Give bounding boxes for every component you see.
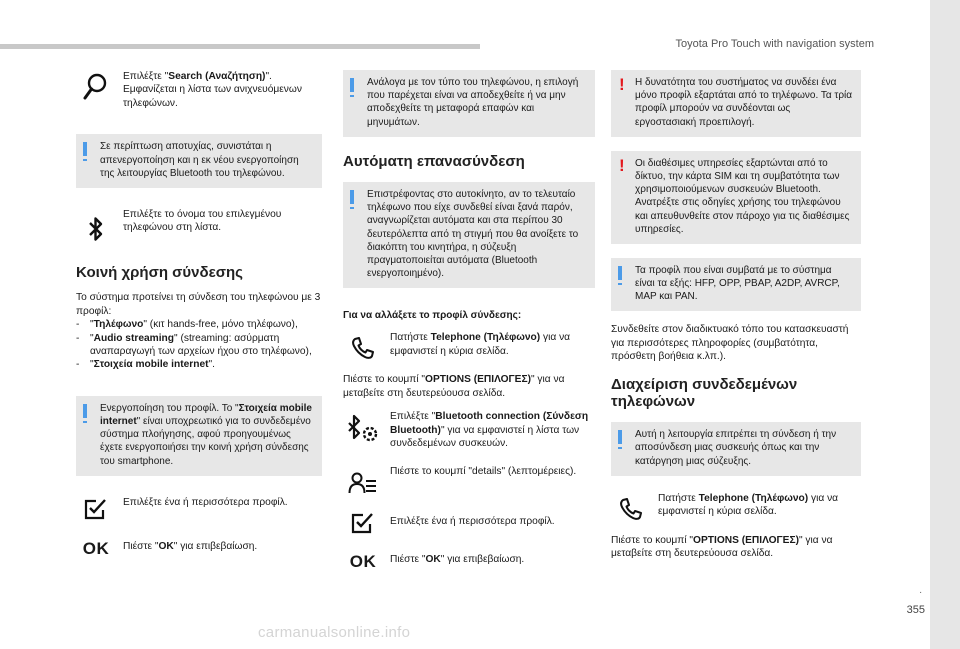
telephone-step-text: Πατήστε Telephone (Τηλέφωνο) για να εμφανιστεί η κύρια σελίδα. (390, 332, 571, 357)
heading-shared-connection: Κοινή χρήση σύνδεσης (76, 263, 243, 281)
ok-step-text: Πιέστε "OK" για επιβεβαίωση. (390, 553, 525, 565)
select-phone-text: Επιλέξτε το όνομα του επιλεγμένου τηλεφώνου στη λίστα. (123, 208, 282, 234)
note-compatible-profiles: Τα προφίλ που είναι συμβατά με το σύστημα είναι τα εξής: HFP, OPP, PBAP, A2DP, AVRCP, MAP και PAN. (611, 258, 861, 312)
column-1 (76, 66, 322, 564)
page-number: 355 (906, 604, 925, 616)
list-item: - "Audio streaming" (streaming: ασύρματη αναπαραγωγή των αρχείων ήχου στο τηλέφωνο), (76, 332, 312, 357)
telephone-step-text: Πατήστε Telephone (Τηλέφωνο) για να εμφανιστεί η κύρια σελίδα. (658, 492, 839, 518)
options-step-text: Πιέστε το κουμπί "OPTIONS (ΕΠΙΛΟΓΕΣ)" για να μεταβείτε στη δευτερεύουσα σελίδα. (611, 534, 833, 560)
note-contacts-transfer: Ανάλογα με τον τύπο του τηλεφώνου, η επιλογή που παρέχεται είναι να αποδεχθείτε ή να μην αποδεχθείτε τη μεταφορά επαφών και μηνυμάτων. (343, 70, 595, 137)
warning-single-profile: ! Η δυνατότητα του συστήματος να συνδέει ένα μόνο προφίλ εξαρτάται από το τηλέφωνο. Τα τρία προφίλ μπορούν να συνδέονται ως εργοστασιακή προεπιλογή. (611, 70, 861, 137)
info-icon (618, 266, 622, 280)
search-step (76, 70, 322, 110)
info-icon (83, 142, 87, 156)
heading-manage-phones: Διαχείριση συνδεδεμένων τηλεφώνων (611, 375, 798, 411)
side-strip (930, 0, 960, 649)
info-icon (618, 430, 622, 444)
select-phone-step (76, 208, 322, 252)
ok-step-text: Πιέστε "OK" για επιβεβαίωση. (123, 540, 258, 552)
telephone-step (611, 492, 861, 522)
checkbox-icon (343, 508, 383, 538)
heading-auto-reconnect: Αυτόματη επανασύνδεση (343, 152, 525, 170)
bt-connection-step (343, 410, 595, 450)
warning-icon: ! (619, 75, 625, 94)
details-step-text: Πιέστε το κουμπί "details" (λεπτομέρειες). (390, 465, 577, 477)
ok-step (76, 534, 322, 564)
details-icon (343, 469, 383, 499)
header-rule (0, 44, 480, 49)
column-3 (611, 66, 861, 561)
page-header-title: Toyota Pro Touch with navigation system (675, 38, 874, 50)
bluetooth-icon (76, 214, 116, 244)
select-profiles-text: Επιλέξτε ένα ή περισσότερα προφίλ. (123, 496, 288, 508)
list-item: - "Τηλέφωνο" (κιτ hands-free, μόνο τηλέφωνο), (76, 319, 298, 331)
telephone-step (343, 331, 595, 361)
info-icon (83, 404, 87, 418)
ok-icon: OK (349, 551, 377, 571)
note-profile-activation: Ενεργοποίηση του προφίλ. Το "Στοιχεία mobile internet" είναι υποχρεωτικό για το συνδεδεμένο σύστημα πλοήγησης, αφού προηγουμένως έχετε ενεργοποιήσει την κοινή χρήση σύνδεσης του smartphone. (76, 396, 322, 476)
phone-handset-icon (343, 333, 383, 363)
bt-connection-text: Επιλέξτε "Bluetooth connection (Σύνδεση Bluetooth)" για να εμφανιστεί η λίστα των συνδεδεμένων συσκευών. (390, 411, 589, 450)
note-manage-phones: Αυτή η λειτουργία επιτρέπει τη σύνδεση ή την αποσύνδεση μιας συσκευής όπως και την κατάργηση μιας σύζευξης. (611, 422, 861, 476)
options-step-text: Πιέστε το κουμπί "OPTIONS (ΕΠΙΛΟΓΕΣ)" για να μεταβείτε στη δευτερεύουσα σελίδα. (343, 374, 565, 399)
details-step (343, 465, 595, 495)
phone-handset-icon (611, 494, 651, 524)
info-icon (350, 78, 354, 92)
profiles-intro: Το σύστημα προτείνει τη σύνδεση του τηλεφώνου με 3 προφίλ: (76, 292, 321, 317)
page-dot: . (919, 585, 922, 596)
search-step-text: Επιλέξτε "Search (Αναζήτηση)". Εμφανίζεται η λίστα των ανιχνευόμενων τηλεφώνων. (123, 71, 302, 109)
select-profiles-text: Επιλέξτε ένα ή περισσότερα προφίλ. (390, 515, 555, 527)
profiles-list (76, 318, 322, 372)
warning-services: ! Οι διαθέσιμες υπηρεσίες εξαρτώνται από το δίκτυο, την κάρτα SIM και τη συμβατότητα των χρησιμοποιούμενων συσκευών Bluetooth. Ανατρέξτε στις οδηγίες χρήσης του τηλεφώνου και απευθυνθείτε στον πάροχο για τις διαθέσιμες υπηρεσίες. (611, 151, 861, 244)
info-icon (350, 190, 354, 204)
column-2 (343, 66, 595, 577)
search-icon (76, 72, 116, 102)
select-profiles-step (76, 496, 322, 526)
ok-icon: OK (82, 538, 110, 558)
list-item: - "Στοιχεία mobile internet". (76, 359, 215, 371)
select-profiles-step (343, 511, 595, 541)
note-auto-reconnect: Επιστρέφοντας στο αυτοκίνητο, αν το τελευταίο τηλέφωνο που είχε συνδεθεί είναι ξανά παρόν, αναγνωρίζεται αυτόματα και στα περίπου 30 δευτερόλεπτα από τη στιγμή που θα ανοίξετε το διακόπτη του κινητήρα, η σύζευξη πραγματοποιείται αυτόματα (Bluetooth ενεργοποιημένο). (343, 182, 595, 288)
subheading-change-profile: Για να αλλάξετε το προφίλ σύνδεσης: (343, 310, 522, 322)
dealer-info-text: Συνδεθείτε στον διαδικτυακό τόπο του κατασκευαστή για περισσότερες πληροφορίες (συμβατότητα, πρόσθετη βοήθεια κ.λπ.). (611, 324, 849, 363)
warning-icon: ! (619, 155, 625, 175)
note-retry-bluetooth: Σε περίπτωση αποτυχίας, συνιστάται η απενεργοποίηση και η εκ νέου ενεργοποίηση της λειτουργίας Bluetooth του τηλεφώνου. (76, 134, 322, 188)
watermark: carmanualsonline.info (258, 624, 411, 641)
checkbox-icon (76, 494, 116, 524)
bluetooth-settings-icon (343, 414, 383, 444)
ok-step (343, 547, 595, 577)
